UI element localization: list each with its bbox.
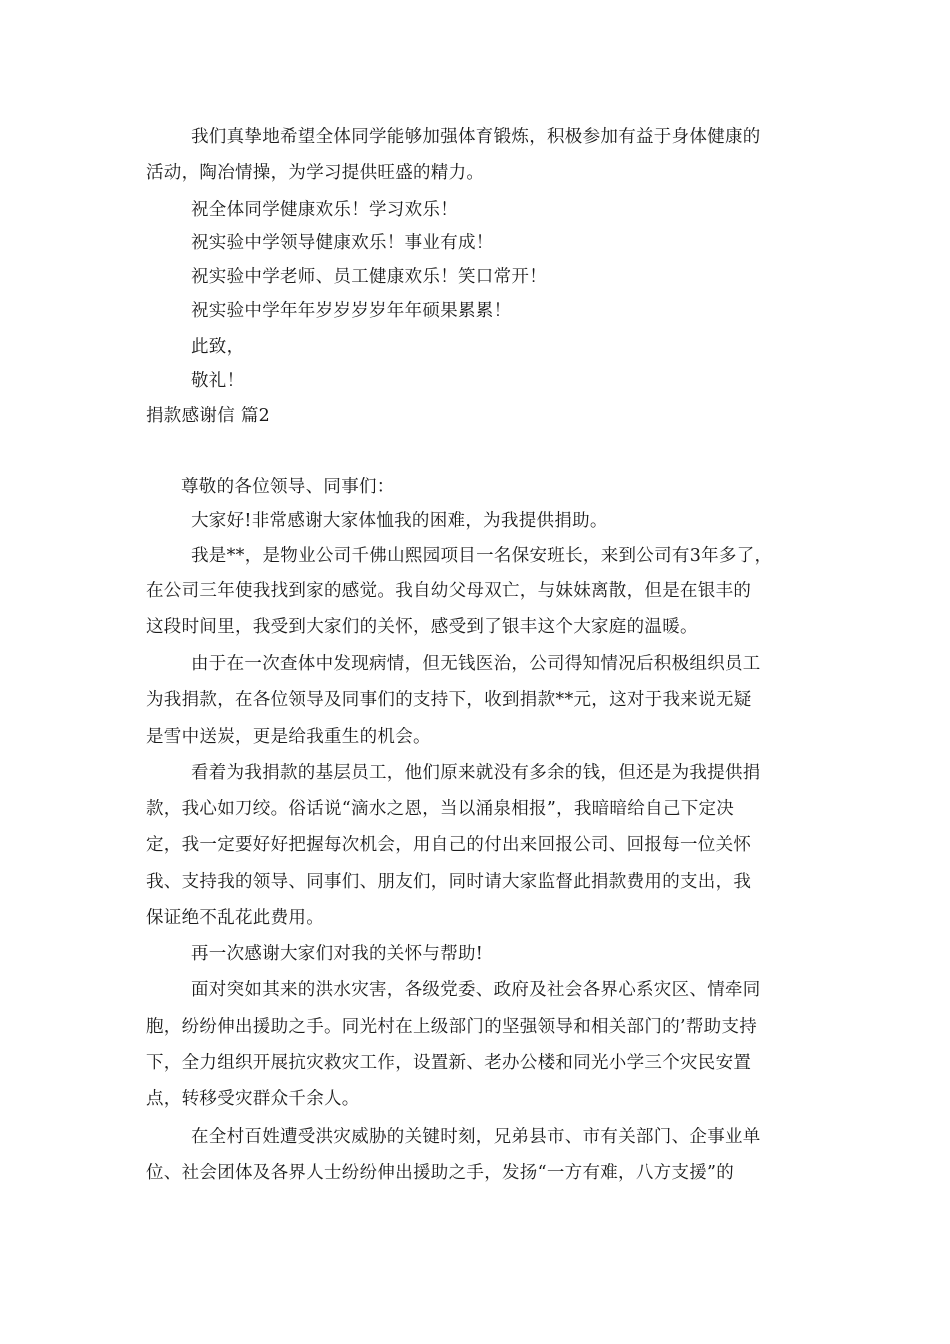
paragraph-line: 此致， [191,337,245,357]
paragraph-line: 我是**，是物业公司千佛山熙园项目一名保安班长，来到公司有3年多了， [191,546,773,566]
paragraph-line: 祝实验中学年年岁岁岁岁年年硕果累累！ [191,301,512,321]
paragraph-line: 位、社会团体及各界人士纷纷伸出援助之手，发扬“一方有难，八方支援”的 [146,1163,735,1183]
paragraph-line: 胞，纷纷伸出援助之手。同光村在上级部门的坚强领导和相关部门的’帮助支持 [146,1017,758,1037]
paragraph-line: 点，转移受灾群众千余人。 [146,1089,360,1109]
paragraph-line: 这段时间里，我受到大家们的关怀，感受到了银丰这个大家庭的温暖。 [146,617,698,637]
paragraph-line: 在全村百姓遭受洪灾威胁的关键时刻，兄弟县市、市有关部门、企事业单 [191,1127,761,1147]
paragraph-line: 看着为我捐款的基层员工，他们原来就没有多余的钱，但还是为我提供捐 [191,763,761,783]
paragraph-line: 祝实验中学老师、员工健康欢乐！笑口常开！ [191,267,547,287]
paragraph-line: 大家好!非常感谢大家体恤我的困难，为我提供捐助。 [191,511,608,531]
paragraph-line: 在公司三年使我找到家的感觉。我自幼父母双亡，与妹妹离散，但是在银丰的 [146,581,752,601]
paragraph-line: 面对突如其来的洪水灾害，各级党委、政府及社会各界心系灾区、情牵同 [191,980,761,1000]
section-heading: 捐款感谢信 篇2 [146,406,271,426]
paragraph-line: 款，我心如刀绞。俗话说“滴水之恩，当以涌泉相报”，我暗暗给自己下定决 [146,799,735,819]
paragraph-line: 是雪中送炭，更是给我重生的机会。 [146,727,431,747]
paragraph-line: 祝实验中学领导健康欢乐！事业有成！ [191,233,494,253]
paragraph-line: 敬礼！ [191,371,245,391]
paragraph-line: 定，我一定要好好把握每次机会，用自己的付出来回报公司、回报每一位关怀 [146,835,752,855]
paragraph-line: 再一次感谢大家们对我的关怀与帮助! [191,944,484,964]
paragraph-line: 活动，陶冶情操，为学习提供旺盛的精力。 [146,163,485,183]
paragraph-line: 由于在一次查体中发现病情，但无钱医治，公司得知情况后积极组织员工 [191,654,761,674]
paragraph-line: 保证绝不乱花此费用。 [146,908,324,928]
salutation: 尊敬的各位领导、同事们： [181,477,395,497]
paragraph-line: 下，全力组织开展抗灾救灾工作，设置新、老办公楼和同光小学三个灾民安置 [146,1053,752,1073]
paragraph-line: 为我捐款，在各位领导及同事们的支持下，收到捐款**元，这对于我来说无疑 [146,690,752,710]
paragraph-line: 我、支持我的领导、同事们、朋友们，同时请大家监督此捐款费用的支出，我 [146,872,752,892]
paragraph-line: 祝全体同学健康欢乐！学习欢乐！ [191,200,458,220]
paragraph-line: 我们真挚地希望全体同学能够加强体育锻炼，积极参加有益于身体健康的 [191,127,761,147]
